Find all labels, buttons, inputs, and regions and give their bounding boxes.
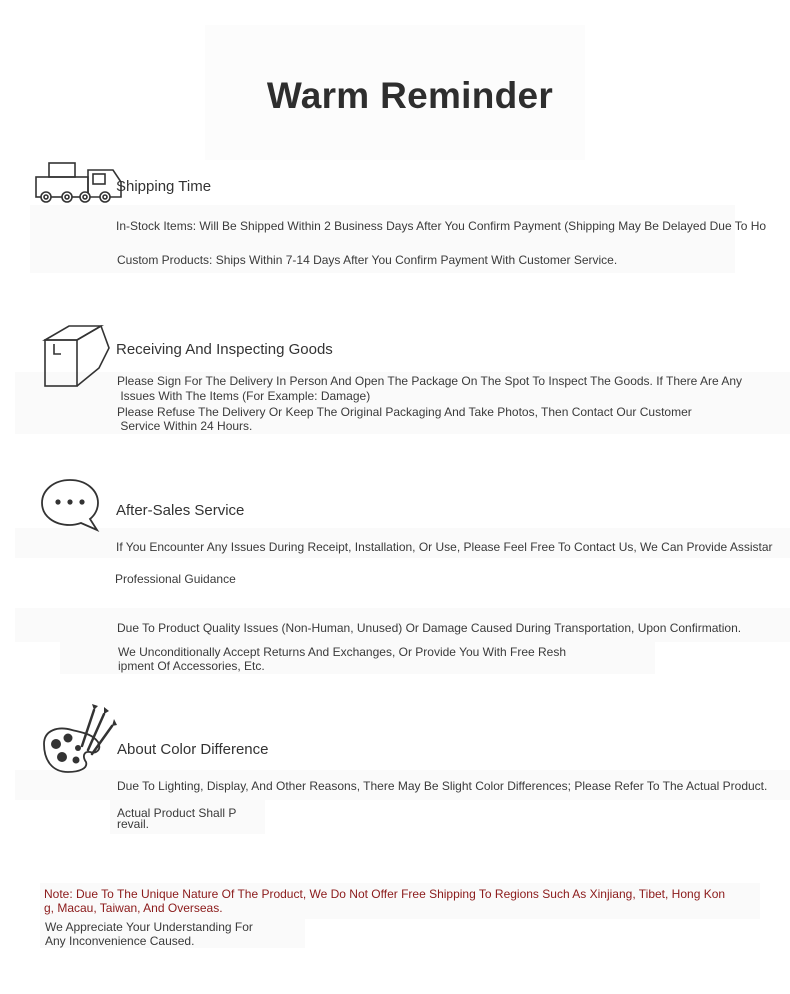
receiving-line-2a: Please Refuse The Delivery Or Keep The Original Packaging And Take Photos, Then Contact Our Customer <box>117 405 692 419</box>
chat-bubble-icon <box>40 478 102 534</box>
shipping-line-custom: Custom Products: Ships Within 7-14 Days After You Confirm Payment With Customer Service. <box>117 253 618 267</box>
color-line-2b: revail. <box>117 817 150 831</box>
truck-icon <box>33 160 123 208</box>
receiving-heading: Receiving And Inspecting Goods <box>116 341 333 358</box>
shipping-heading: Shipping Time <box>116 178 212 195</box>
note-line-2: g, Macau, Taiwan, And Overseas. <box>44 901 223 915</box>
shipping-line-instock: In-Stock Items: Will Be Shipped Within 2 Business Days After You Confirm Payment (Shipping May Be Delayed Due To Ho <box>116 219 767 233</box>
aftersales-line-returns-b: ipment Of Accessories, Etc. <box>118 659 265 673</box>
receiving-line-1b: Issues With The Items (For Example: Damage) <box>117 389 371 403</box>
thanks-line-2: Any Inconvenience Caused. <box>45 934 195 948</box>
aftersales-heading: After-Sales Service <box>116 502 245 519</box>
thanks-line-1: We Appreciate Your Understanding For <box>45 920 253 934</box>
box-icon <box>41 324 113 390</box>
color-line-2a: Actual Product Shall P <box>117 806 237 820</box>
aftersales-line-guidance: Professional Guidance <box>115 572 236 586</box>
palette-icon <box>38 702 118 774</box>
note-line-1: Note: Due To The Unique Nature Of The Product, We Do Not Offer Free Shipping To Regions Such As Xinjiang, Tibet, Hong Kon <box>44 887 726 901</box>
aftersales-line-contact: If You Encounter Any Issues During Receipt, Installation, Or Use, Please Feel Free To Contact Us, We Can Provide Assistar <box>116 540 773 554</box>
aftersales-line-returns-a: We Unconditionally Accept Returns And Exchanges, Or Provide You With Free Resh <box>118 645 567 659</box>
page-title: Warm Reminder <box>266 75 554 116</box>
receiving-line-2b: Service Within 24 Hours. <box>117 419 253 433</box>
color-heading: About Color Difference <box>117 741 269 758</box>
color-line-1: Due To Lighting, Display, And Other Reasons, There May Be Slight Color Differences; Please Refer To The Actual Product. <box>117 779 768 793</box>
aftersales-line-quality: Due To Product Quality Issues (Non-Human, Unused) Or Damage Caused During Transportation, Upon Confirmation. <box>117 621 742 635</box>
receiving-line-1a: Please Sign For The Delivery In Person And Open The Package On The Spot To Inspect The Goods. If There Are Any <box>117 374 743 388</box>
